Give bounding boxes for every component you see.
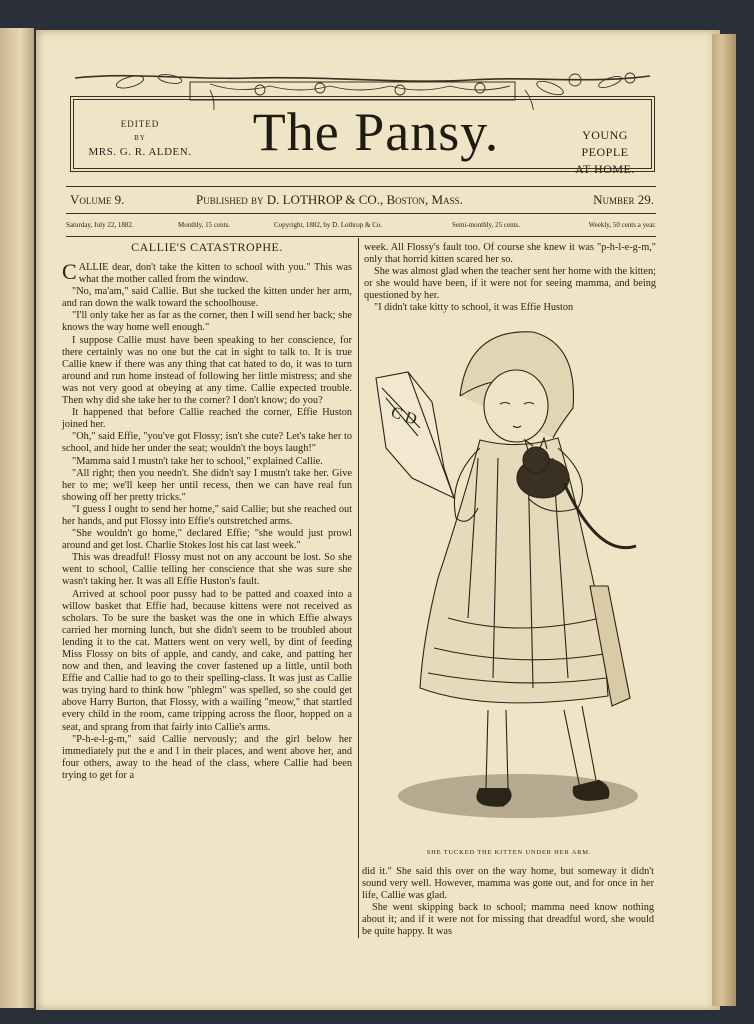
paragraph: did it." She said this over on the way home, but someway it didn't sound very well. However, mamma was gone out, and for once in her life, Callie was glad. <box>362 866 654 902</box>
semi-monthly-price: Semi-monthly, 25 cents. <box>452 221 520 229</box>
illustration-caption: SHE TUCKED THE KITTEN UNDER HER ARM. <box>426 849 592 856</box>
tagline-line-1: YOUNG PEOPLE <box>581 128 629 159</box>
paragraph: I suppose Callie must have been speaking to her conscience, for there certainly was no one but the cat in sight to talk to. It is true Callie knew if there was any thing that cat hated to do, it was to turn around and run home instead of following her little mistress; and she was not very good at obeying at any time. Callie expected trouble. Then why did she take her to the corner? I don't know; do you? <box>62 334 352 407</box>
left-column <box>62 259 352 782</box>
weekly-price: Weekly, 50 cents a year. <box>588 221 656 229</box>
editor-name: MRS. G. R. ALDEN. <box>88 146 192 158</box>
title-frame <box>70 96 655 176</box>
paragraph: "Mamma said I mustn't take her to school," explained Callie. <box>72 455 323 467</box>
right-page-edge <box>712 34 736 1006</box>
edited-label: EDITED <box>120 119 160 129</box>
issue-number: Number 29. <box>593 192 654 207</box>
drop-cap: C <box>62 259 77 284</box>
paragraph: This was dreadful! Flossy must not on any account be lost. So she went to school, Callie telling her conscience that she was sure she wasn't taking her. It was all Effie Huston's fault. <box>62 552 352 588</box>
left-page-edge <box>0 28 34 1008</box>
masthead <box>70 70 655 174</box>
publisher: Published by D. LOTHROP & CO., Boston, Mass. <box>196 192 463 207</box>
by-label: BY <box>134 134 146 142</box>
paragraph: Arrived at school poor pussy had to be patted and coaxed into a willow basket that Effie had, because kittens were not received as scholars. To be sure the basket was the one in which Effie always carried her morning lunch, but she didn't seem to be troubled about lending it to the cat. Matters went on very well, by dint of feeding Miss Flossy on bits of apple, and candy, and cake, and patting her now and then, and leaving the cover fastened up a little, until both Effie and Callie had to go to their spelling-class. It was just as Callie was trying hard to think how "phlegm" was spelled, so she could get above Harry Burton, that Flossy, with a wailing "meow," that startled every child in the room, came tripping across the floor, hopped on a seat, and sprang from that fairly into Callie's arms. <box>62 588 352 733</box>
copyright: Copyright, 1882, by D. Lothrop & Co. <box>274 221 383 229</box>
tagline <box>559 127 651 178</box>
paragraph: "P-h-e-l-g-m," said Callie nervously; and the girl below her immediately put the e and l in their places, and went above her, and four others, away to the head of the class, where Callie had been trying to get for a <box>62 733 352 781</box>
issue-date: Saturday, July 22, 1882. <box>66 221 134 229</box>
right-column-top <box>364 242 656 315</box>
magazine-title: The Pansy. <box>252 102 500 162</box>
paragraph-text: ALLIE dear, don't take the kitten to school with you." This was what the mother called from the window. <box>78 262 352 286</box>
volume-number: Volume 9. <box>70 192 125 207</box>
paragraph: She went skipping back to school; mamma need know nothing about it; and if it were not for missing that dreadful word, she would be quite happy. It was <box>362 902 654 938</box>
monthly-price: Monthly, 15 cents. <box>178 221 231 229</box>
story-title: CALLIE'S CATASTROPHE. <box>131 240 283 254</box>
paragraph: "All right; then you needn't. She didn't say I mustn't take her. Give her to me; we'll keep her until recess, then we can have real fun showing off her pretty tricks." <box>62 467 352 503</box>
paragraph: "No, ma'am," said Callie. But she tucked the kitten under her arm, and ran down the walk toward the schoolhouse. <box>62 286 352 310</box>
paragraph: She was almost glad when the teacher sent her home with the kitten; or she would have been, if it were not for seeing mamma, and being questioned by her. <box>364 266 656 302</box>
paragraph: week. All Flossy's fault too. Of course she knew it was "p-h-l-e-g-m," only that horrid kitten scared her so. <box>364 242 656 266</box>
paragraph <box>62 259 352 286</box>
paragraph: "I didn't take kitty to school, it was Effie Huston <box>374 302 574 314</box>
column-divider <box>358 238 359 938</box>
paragraph: "She wouldn't go home," declared Effie; "she would just prowl around and get lost. Charlie Stokes lost his cat last week." <box>62 528 352 552</box>
paragraph: "I guess I ought to send her home," said Callie; but she reached out her hands, and put Flossy into Effie's outstretched arms. <box>62 503 352 527</box>
editor-credit <box>85 117 195 159</box>
paragraph: "I'll only take her as far as the corner, then I will send her back; she knows the way home well enough." <box>62 310 352 334</box>
subscription-line <box>66 214 656 237</box>
publication-line <box>66 186 656 214</box>
girl-with-kitten-illustration <box>368 318 648 838</box>
paragraph: "Oh," said Effie, "you've got Flossy; isn't she cute? Let's take her to school, and hide her under the seat; wouldn't the boys laugh!" <box>62 431 352 455</box>
right-column-bottom <box>362 866 654 939</box>
paragraph: It happened that before Callie reached the corner, Effie Huston joined her. <box>62 407 352 431</box>
book-cover-letters: C D <box>388 403 420 429</box>
tagline-line-2: AT HOME. <box>575 162 635 176</box>
